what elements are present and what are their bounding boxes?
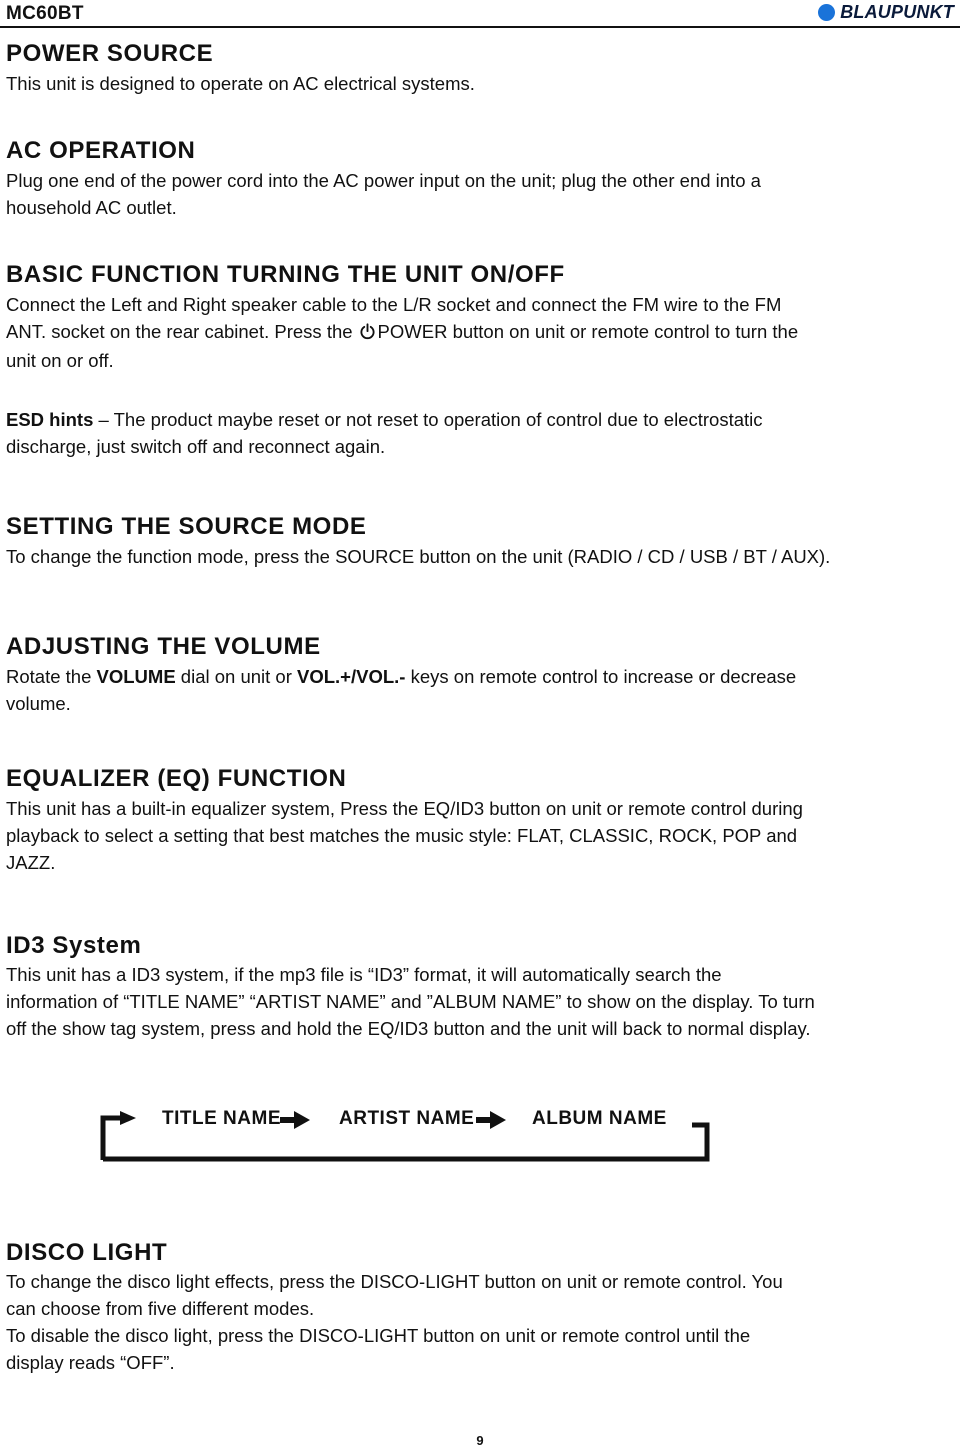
- power-source-heading: POWER SOURCE: [6, 40, 214, 67]
- power-icon: [359, 320, 376, 347]
- basic-function-heading: BASIC FUNCTION TURNING THE UNIT ON/OFF: [6, 261, 565, 288]
- disco-light-line: can choose from five different modes.: [6, 1298, 315, 1319]
- basic-function-line-end: POWER button on unit or remote control to turn the: [377, 321, 799, 342]
- disco-light-line: To disable the disco light, press the DISCO-LIGHT button on unit or remote control until the: [6, 1325, 751, 1346]
- id3-heading: ID3 System: [6, 932, 142, 959]
- brand-name: BLAUPUNKT: [840, 2, 954, 22]
- volume-text-part: dial on unit or: [175, 666, 298, 687]
- esd-hints-label: ESD hints: [6, 409, 94, 430]
- id3-line: information of “TITLE NAME” “ARTIST NAME” and ”ALBUM NAME” to show on the display. To turn: [6, 991, 815, 1012]
- volume-dial-label: VOLUME: [96, 666, 176, 687]
- basic-function-line: [6, 318, 906, 347]
- disco-light-text: [6, 1268, 906, 1376]
- page-number: 9: [476, 1433, 484, 1448]
- ac-operation-line: household AC outlet.: [6, 197, 177, 218]
- arrow-right-icon: [280, 1111, 310, 1129]
- equalizer-line: JAZZ.: [6, 852, 56, 873]
- basic-function-text: [6, 291, 906, 374]
- volume-text-part: Rotate the: [6, 666, 97, 687]
- equalizer-line: playback to select a setting that best matches the music style: FLAT, CLASSIC, ROCK, POP and: [6, 825, 798, 846]
- basic-function-line: unit on or off.: [6, 350, 114, 371]
- equalizer-heading: EQUALIZER (EQ) FUNCTION: [6, 765, 347, 792]
- id3-line: off the show tag system, press and hold the EQ/ID3 button and the unit will back to normal display.: [6, 1018, 811, 1039]
- volume-keys-label: VOL.+/VOL.-: [297, 666, 406, 687]
- esd-hints-line-text: – The product maybe reset or not reset to operation of control due to electrostatic: [98, 409, 763, 430]
- disco-light-line: display reads “OFF”.: [6, 1352, 175, 1373]
- esd-hints-text: [6, 406, 906, 460]
- source-mode-heading: SETTING THE SOURCE MODE: [6, 513, 367, 540]
- brand-dot-icon: [818, 4, 835, 21]
- diagram-album-name: ALBUM NAME: [532, 1108, 667, 1129]
- power-source-text: This unit is designed to operate on AC electrical systems.: [6, 73, 475, 94]
- volume-line: [6, 663, 906, 690]
- esd-hints-line: [6, 406, 906, 433]
- diagram-title-name: TITLE NAME: [162, 1108, 281, 1129]
- disco-light-heading: DISCO LIGHT: [6, 1239, 168, 1266]
- equalizer-line: This unit has a built-in equalizer system, Press the EQ/ID3 button on unit or remote control during: [6, 798, 803, 819]
- volume-text: [6, 663, 906, 717]
- id3-text: [6, 961, 906, 1042]
- arrow-right-icon: [476, 1111, 506, 1129]
- arrow-right-icon: [120, 1111, 136, 1125]
- id3-cycle-diagram: [100, 1103, 712, 1167]
- model-name: MC60BT: [6, 3, 84, 24]
- ac-operation-text: [6, 167, 906, 221]
- header-divider: [0, 26, 960, 28]
- esd-hints-line: discharge, just switch off and reconnect again.: [6, 436, 386, 457]
- disco-light-line: To change the disco light effects, press the DISCO-LIGHT button on unit or remote control. You: [6, 1271, 783, 1292]
- basic-function-line-start: ANT. socket on the rear cabinet. Press the: [6, 321, 353, 342]
- volume-heading: ADJUSTING THE VOLUME: [6, 633, 321, 660]
- volume-text-part: keys on remote control to increase or decrease: [405, 666, 797, 687]
- basic-function-line: Connect the Left and Right speaker cable to the L/R socket and connect the FM wire to the FM: [6, 294, 782, 315]
- diagram-artist-name: ARTIST NAME: [339, 1108, 475, 1129]
- volume-line: volume.: [6, 693, 71, 714]
- ac-operation-heading: AC OPERATION: [6, 137, 196, 164]
- brand-logo: [818, 2, 954, 23]
- id3-line: This unit has a ID3 system, if the mp3 file is “ID3” format, it will automatically search the: [6, 964, 722, 985]
- ac-operation-line: Plug one end of the power cord into the AC power input on the unit; plug the other end into a: [6, 170, 761, 191]
- source-mode-text: To change the function mode, press the SOURCE button on the unit (RADIO / CD / USB / BT / AUX).: [6, 546, 831, 567]
- equalizer-text: [6, 795, 906, 876]
